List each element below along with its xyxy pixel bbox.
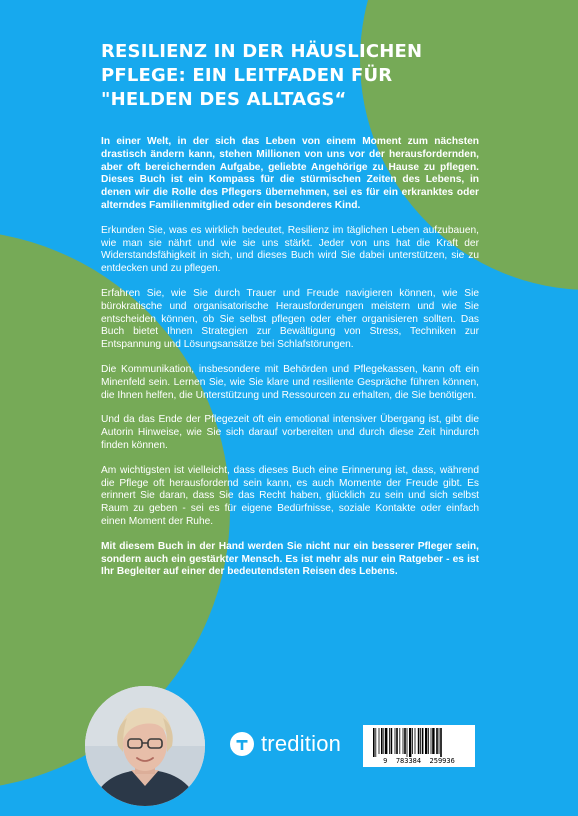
paragraph-intro: In einer Welt, in der sich das Leben von einem Moment zum nächsten drastisch ändern kann, stehen Millionen von uns vor der herausfordernden, aber oft bereichernden Aufgabe, geliebte Angehörige zu Hause zu pflegen. Dieses Buch ist ein Kompass für die stürmischen Zeiten des Lebens, in denen wir die Rolle des Pflegers übernehmen, sei es für ein erkranktes oder alterndes Familienmitglied oder ein besonderes Kind.: [101, 136, 479, 211]
publisher-logo: [230, 731, 341, 757]
barcode-bars: [363, 725, 475, 757]
paragraph-end-of-care: Und da das Ende der Pflegezeit oft ein emotional intensiver Übergang ist, gibt die Autorin Hinweise, wie Sie sich darauf vorbereiten und durch diese Zeit hindurch finden können.: [101, 414, 479, 451]
book-title: RESILIENZ IN DER HÄUSLICHEN PFLEGE: EIN LEITFADEN FÜR "HELDEN DES ALLTAGS“: [101, 41, 423, 110]
publisher-name: tredition: [261, 731, 342, 756]
author-photo: [85, 686, 205, 806]
cover-text: [101, 40, 479, 591]
paragraph-joy: Am wichtigsten ist vielleicht, dass dieses Buch eine Erinnerung ist, dass, während die Pflege oft herausfordernd sein kann, es auch Momente der Freude gibt. Es erinnert Sie daran, dass Sie das Recht haben, glücklich zu sein und sich selbst Raum zu geben - sei es für eigene Bedürfnisse, soziale Kontakte oder einfach einen Moment der Ruhe.: [101, 464, 479, 527]
isbn-barcode: [363, 725, 475, 767]
author-portrait-icon: [85, 686, 205, 806]
paragraph-navigation: Erfahren Sie, wie Sie durch Trauer und Freude navigieren können, wie Sie bürokratische und organisatorische Herausforderungen meistern und wie Sie entscheiden können, ob Sie selbst pflegen oder eher organisieren sollten. Das Buch bietet Ihnen Strategien zur Bewältigung von Stress, Techniken zur Entspannung und Lösungsansätze bei Schlafstörungen.: [101, 287, 479, 351]
paragraph-closing: Mit diesem Buch in der Hand werden Sie nicht nur ein besserer Pfleger sein, sondern auch ein gestärkter Mensch. Es ist mehr als nur ein Ratgeber - es ist Ihr Begleiter auf einer der bedeutendsten Reisen des Lebens.: [101, 540, 479, 578]
paragraph-resilience: Erkunden Sie, was es wirklich bedeutet, Resilienz im täglichen Leben aufzubauen, wie man sie nährt und wie sie uns stärkt. Jeder von uns hat die Kraft der Widerstandsfähigkeit in sich, und dieses Buch wird Sie dabei unterstützen, sie zu entdecken und zu pflegen.: [101, 224, 479, 275]
paragraph-communication: Die Kommunikation, insbesondere mit Behörden und Pflegekassen, kann oft ein Minenfeld sein. Lernen Sie, wie Sie klare und resiliente Gespräche führen können, die Ihnen helfen, die Unterstützung und Ressourcen zu erhalten, die Sie benötigen.: [101, 363, 479, 401]
isbn-number: 9 783384 259936: [383, 757, 455, 765]
tredition-logo-icon: [230, 732, 254, 756]
